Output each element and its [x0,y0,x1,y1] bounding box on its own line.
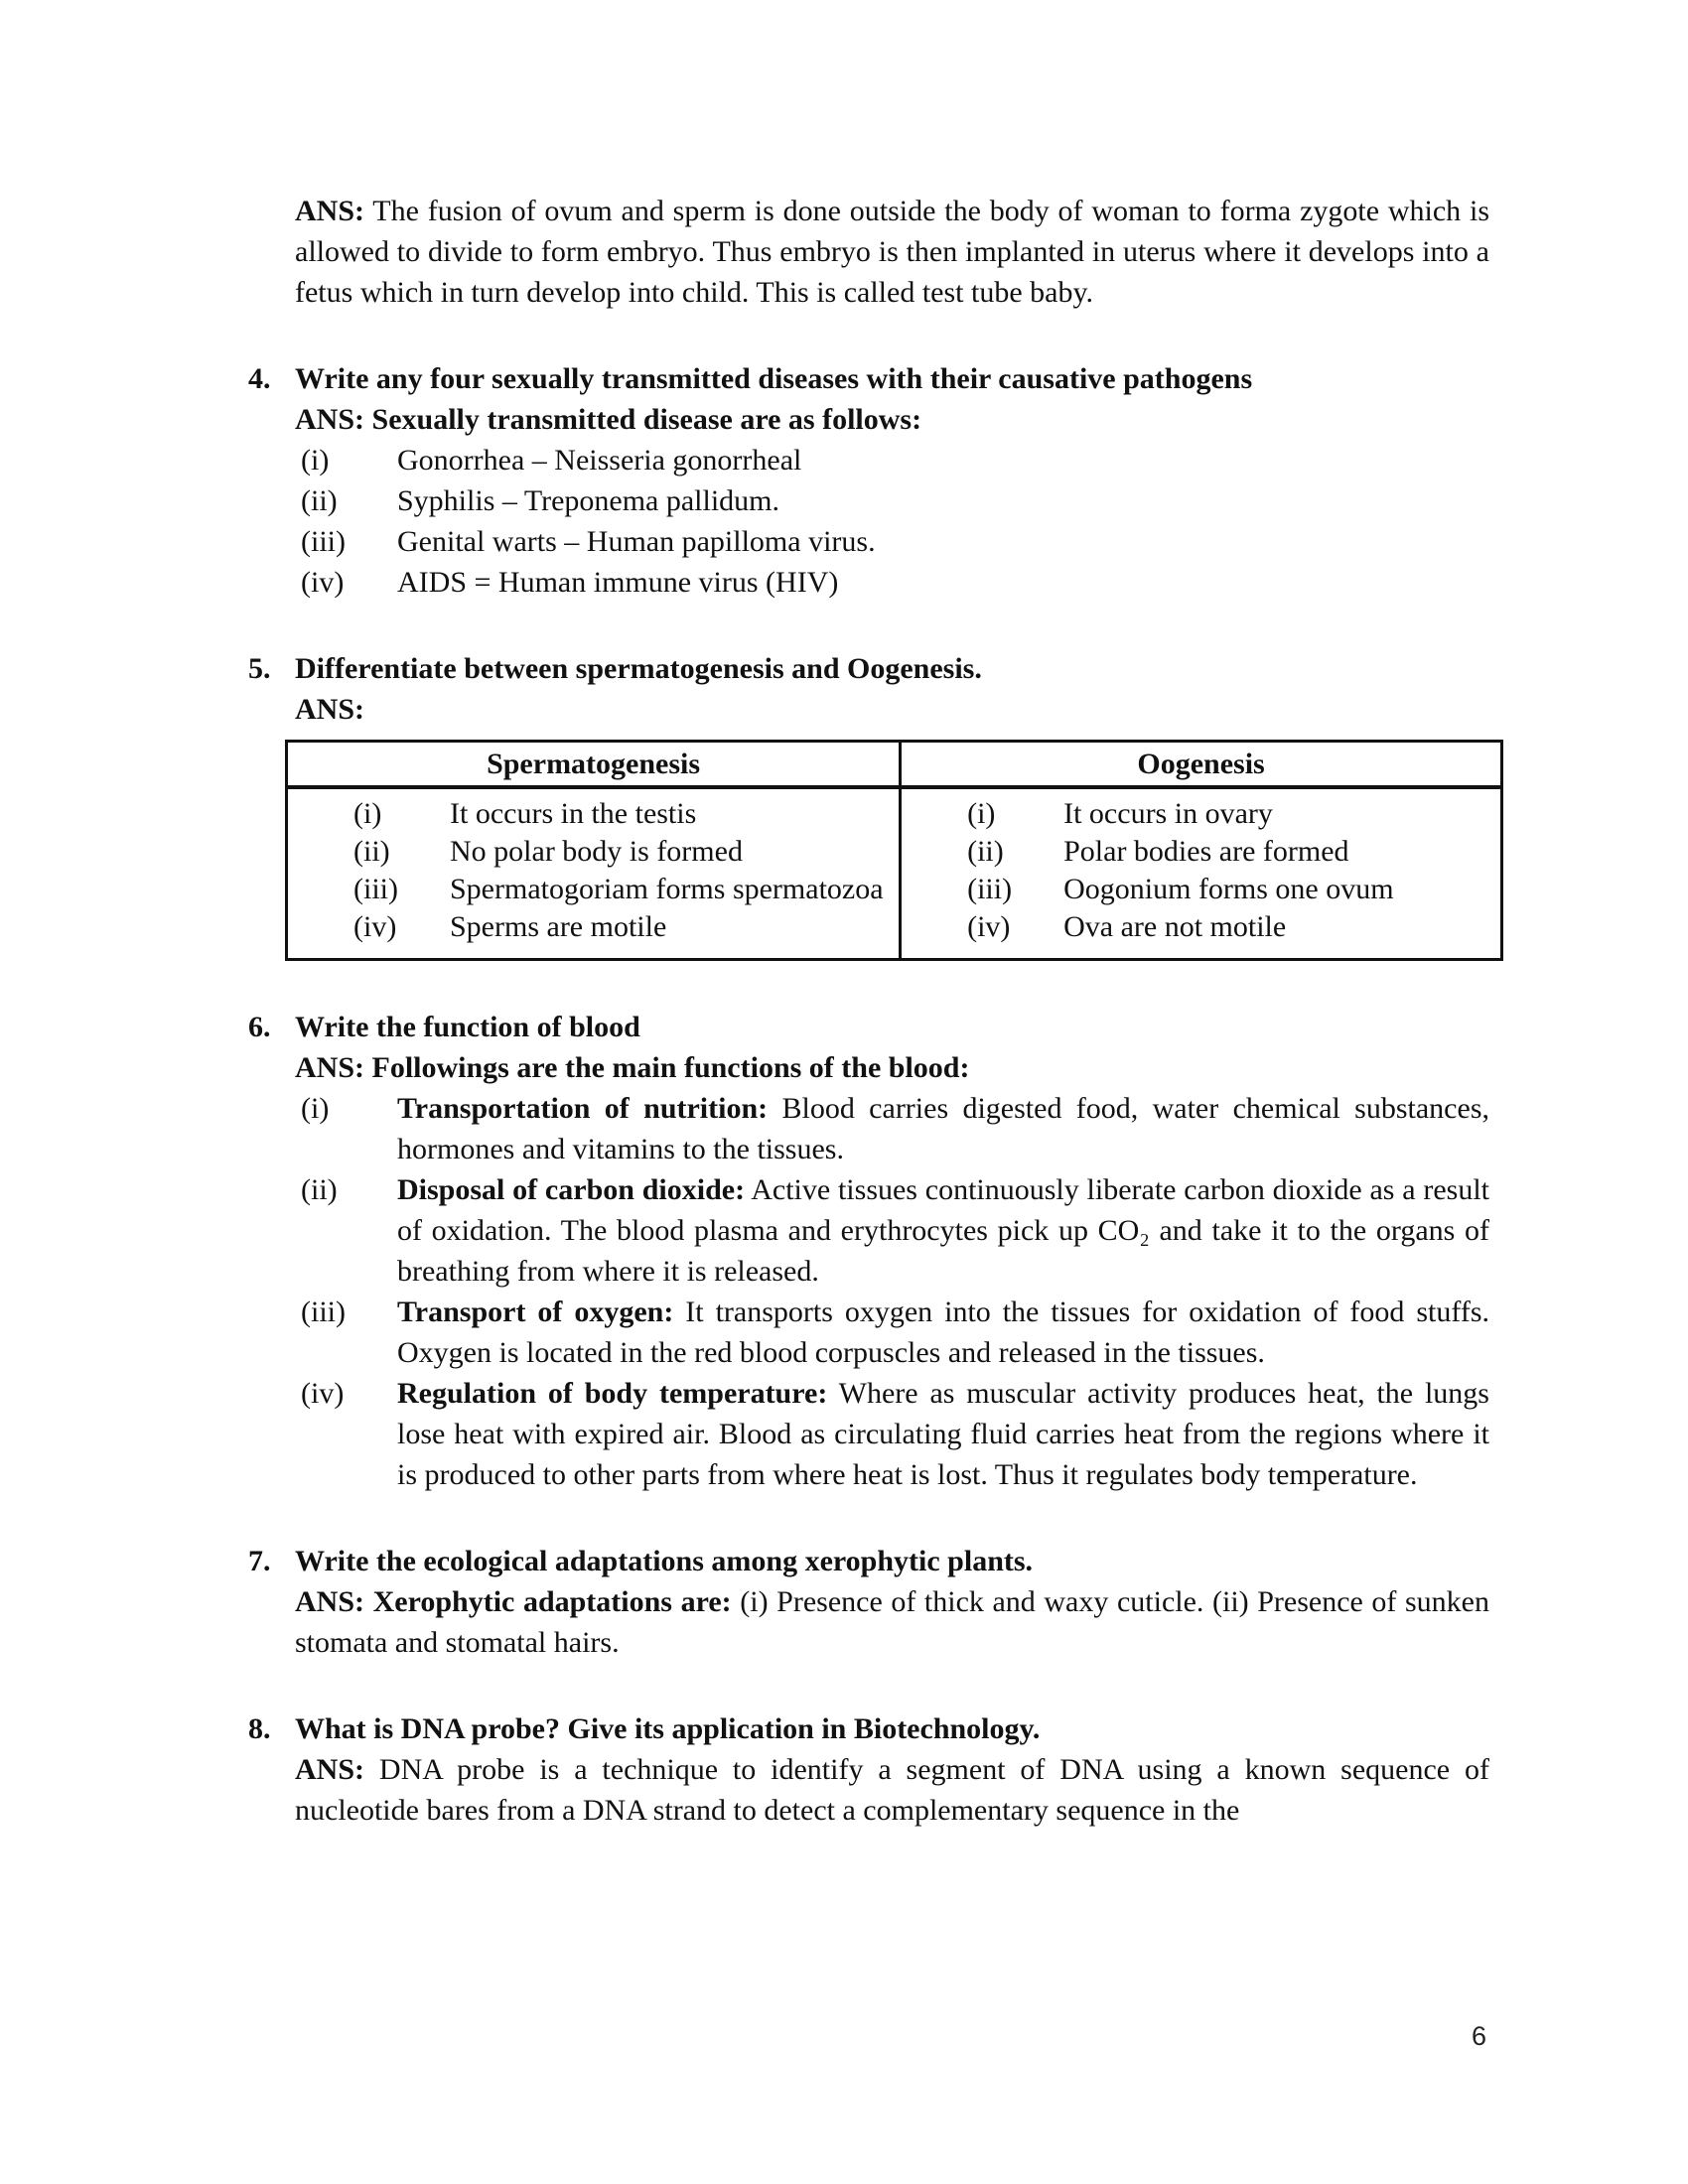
list-item-marker: (i) [301,1092,330,1125]
answer-label: ANS: Xerophytic adaptations are: [295,1585,732,1618]
question-5-body [295,648,1489,961]
answer-text: DNA probe is a technique to identify a segment of DNA using a known sequence of nucleotide bares from a DNA strand to detect a complementary sequence in the [295,1753,1489,1827]
question-6-title: Write the function of blood [295,1011,640,1043]
question-5-title: Differentiate between spermatogenesis and Oogenesis. [295,652,982,685]
list-item-marker: (iv) [301,1377,345,1410]
question-8-answer [295,1749,1489,1831]
table-row [902,795,1500,833]
list-item-marker: (i) [301,444,330,477]
list-item [295,440,1489,480]
list-item [295,1373,1489,1495]
table-item-marker: (iii) [967,873,1013,905]
table-item-text: It occurs in the testis [450,797,697,830]
list-item [295,521,1489,562]
list-item-term: Transportation of nutrition: [397,1092,769,1125]
question-4-body [295,358,1489,603]
question-4-title: Write any four sexually transmitted diseases with their causative pathogens [295,362,1253,395]
answer-label: ANS: [295,1753,365,1786]
question-6-answer-label: ANS: Followings are the main functions of the blood: [295,1051,970,1084]
list-item-term: Transport of oxygen: [397,1296,674,1328]
question-5-number: 5. [248,652,271,685]
list-item-desc: Active tissues continuously liberate carbon dioxide as a result of oxidation. The blood plasma and erythrocytes pick up CO₂ and take it to the organs of breathing from where it is released. [397,1173,1489,1288]
table-header-spermatogenesis: Spermatogenesis [287,742,901,788]
question-7-answer [295,1581,1489,1663]
answer-text: (i) Presence of thick and waxy cuticle. (ii) Presence of sunken stomata and stomatal hairs. [295,1585,1489,1659]
table-row [288,908,899,946]
question-6 [248,1007,1489,1495]
list-item-marker: (iii) [301,1296,346,1328]
question-6-number: 6. [248,1011,271,1043]
question-7-title: Write the ecological adaptations among xerophytic plants. [295,1545,1034,1577]
table-item-text: Ova are not motile [1063,910,1287,943]
intro-ans-label: ANS: [295,195,365,227]
table-row [288,833,899,871]
question-8 [248,1708,1489,1831]
intro-text: The fusion of ovum and sperm is done outside the body of woman to forma zygote which is allowed to divide to form embryo. Thus embryo is then implanted in uterus where it develops into a fetus which in turn develop into child. This is called test tube baby. [295,195,1489,309]
list-item-marker: (ii) [301,484,338,517]
page-number: 6 [1472,2021,1487,2051]
table-item-marker: (i) [967,797,996,830]
list-item-text [397,1292,1489,1373]
question-5-answer-label: ANS: [295,693,365,726]
list-item-text [397,1373,1489,1495]
table-row [902,908,1500,946]
table-item-text: Spermatogoriam forms spermatozoa [450,873,884,905]
table-cell-spermatogenesis [287,787,901,960]
list-item-text [397,1169,1489,1292]
list-item [295,1088,1489,1169]
list-item-marker: (iv) [301,566,345,599]
question-4-number: 4. [248,362,271,395]
question-7 [248,1541,1489,1663]
list-item-term: Regulation of body temperature: [397,1377,828,1410]
table-item-marker: (iv) [353,910,397,943]
list-item-text: Gonorrhea – Neisseria gonorrheal [397,444,802,477]
list-item-desc: Blood carries digested food, water chemical substances, hormones and vitamins to the tissues. [397,1092,1489,1165]
intro-paragraph [295,191,1489,313]
table-item-text: Polar bodies are formed [1063,835,1349,868]
question-6-body [295,1007,1489,1495]
table-row [288,795,899,833]
question-4-answer-label: ANS: Sexually transmitted disease are as follows: [295,403,922,436]
question-7-body [295,1541,1489,1663]
table-item-text: No polar body is formed [450,835,743,868]
list-item-marker: (ii) [301,1173,338,1206]
question-5 [248,648,1489,961]
table-row [902,871,1500,908]
list-item-text: AIDS = Human immune virus (HIV) [397,566,839,599]
table-item-marker: (i) [353,797,382,830]
list-item-desc: Where as muscular activity produces heat, the lungs lose heat with expired air. Blood as circulating fluid carries heat from the regions where it is produced to other parts from where heat is lost. Thus it regulates body temperature. [397,1377,1489,1491]
question-8-number: 8. [248,1712,271,1745]
question-8-title: What is DNA probe? Give its application in Biotechnology. [295,1712,1041,1745]
table-item-text: It occurs in ovary [1063,797,1273,830]
list-item-text: Genital warts – Human papilloma virus. [397,525,876,558]
list-item-text [397,1088,1489,1169]
list-item-desc: It transports oxygen into the tissues for oxidation of food stuffs. Oxygen is located in the red blood corpuscles and released in the tissues. [397,1296,1489,1369]
table-item-marker: (iii) [353,873,398,905]
question-7-number: 7. [248,1545,271,1577]
list-item [295,1292,1489,1373]
question-8-body [295,1708,1489,1831]
list-item-marker: (iii) [301,525,346,558]
table-row [288,871,899,908]
table-item-text: Oogonium forms one ovum [1063,873,1394,905]
list-item-term: Disposal of carbon dioxide: [397,1173,746,1206]
table-item-marker: (ii) [967,835,1004,868]
list-item-text: Syphilis – Treponema pallidum. [397,484,780,517]
table-body-row [287,787,1502,960]
table-row [902,833,1500,871]
comparison-table [285,740,1503,961]
table-item-marker: (ii) [353,835,390,868]
table-header-row [287,742,1502,788]
table-item-text: Sperms are motile [450,910,667,943]
table-header-oogenesis: Oogenesis [901,742,1502,788]
list-item [295,480,1489,521]
list-item [295,562,1489,603]
question-4 [248,358,1489,603]
list-item [295,1169,1489,1292]
table-cell-oogenesis [901,787,1502,960]
table-item-marker: (iv) [967,910,1011,943]
